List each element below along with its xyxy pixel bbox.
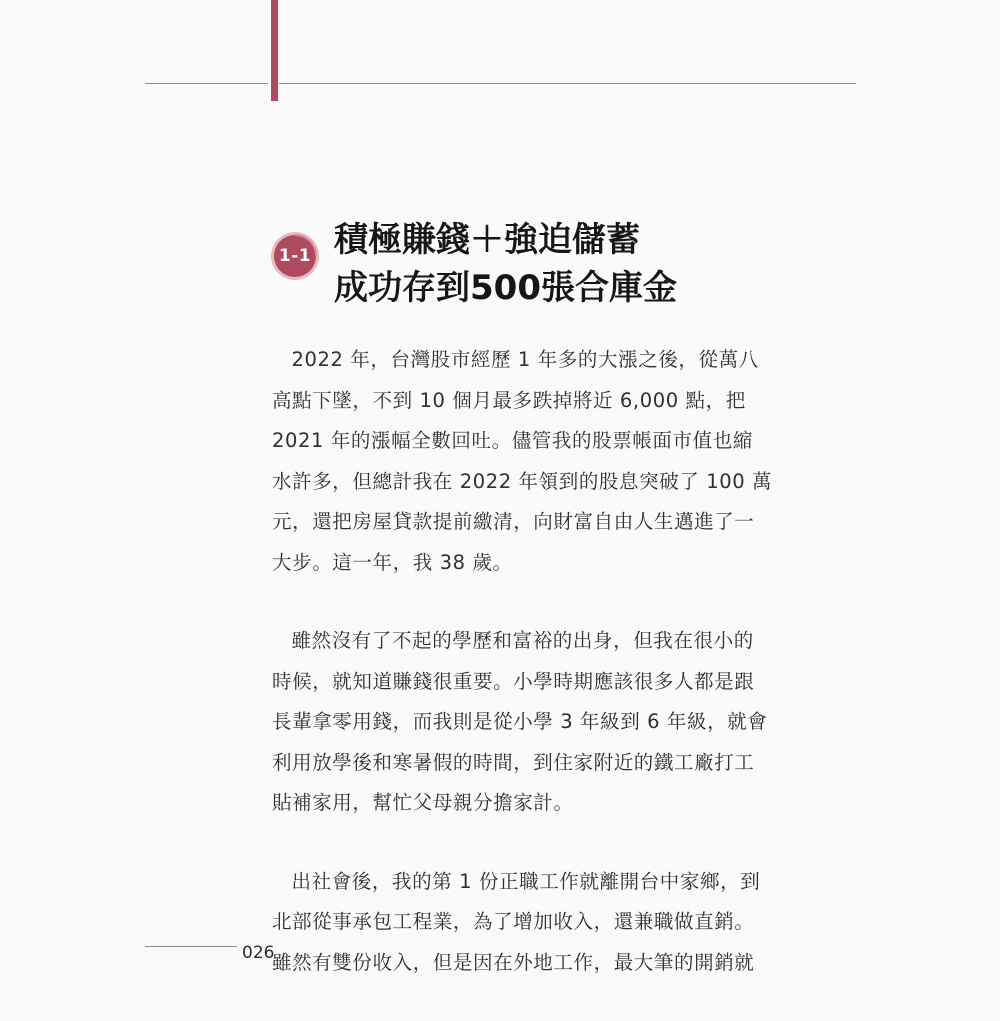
section-badge xyxy=(270,231,320,281)
chapter-title xyxy=(334,216,754,312)
paragraph-2 xyxy=(272,621,768,824)
paragraph-line: 大步。這一年，我 38 歲。 xyxy=(272,550,513,574)
paragraph-line: 長輩拿零用錢，而我則是從小學 3 年級到 6 年級，就會 xyxy=(272,710,768,733)
paragraph-line: 高點下墜，不到 10 個月最多跌掉將近 6,000 點，把 xyxy=(272,388,746,412)
paragraph-line: 2021 年的漲幅全數回吐。儘管我的股票帳面市值也縮 xyxy=(272,429,753,452)
chapter-title-line-2: 成功存到500張合庫金 xyxy=(334,268,677,308)
folio-rule xyxy=(145,946,237,947)
paragraph-line: 出社會後，我的第 1 份正職工作就離開台中家鄉，到 xyxy=(291,869,761,893)
paragraph-line: 元，還把房屋貸款提前繳清，向財富自由人生邁進了一 xyxy=(272,510,755,533)
chapter-accent-bar xyxy=(271,0,278,101)
paragraph-line: 雖然沒有了不起的學歷和富裕的出身，但我在很小的 xyxy=(291,629,754,652)
top-rule-left xyxy=(145,83,268,84)
chapter-title-line-1: 積極賺錢＋強迫儲蓄 xyxy=(334,220,640,260)
paragraph-line: 時候，就知道賺錢很重要。小學時期應該很多人都是跟 xyxy=(272,669,755,693)
paragraph-1 xyxy=(272,340,773,583)
page-number: 026 xyxy=(242,943,275,963)
paragraph-line: 利用放學後和寒暑假的時間，到住家附近的鐵工廠打工 xyxy=(272,750,755,774)
body-text xyxy=(272,340,773,1021)
paragraph-line: 水許多，但總計我在 2022 年領到的股息突破了 100 萬 xyxy=(272,469,773,493)
section-number: 1-1 xyxy=(278,246,312,266)
paragraph-line: 2022 年，台灣股市經歷 1 年多的大漲之後，從萬八 xyxy=(291,348,759,371)
paragraph-line: 貼補家用，幫忙父母親分擔家計。 xyxy=(272,791,574,814)
paragraph-3 xyxy=(272,862,761,984)
top-rule-right xyxy=(279,83,856,84)
paragraph-line: 雖然有雙份收入，但是因在外地工作，最大筆的開銷就 xyxy=(272,950,755,974)
paragraph-line: 北部從事承包工程業，為了增加收入，還兼職做直銷。 xyxy=(272,910,755,933)
